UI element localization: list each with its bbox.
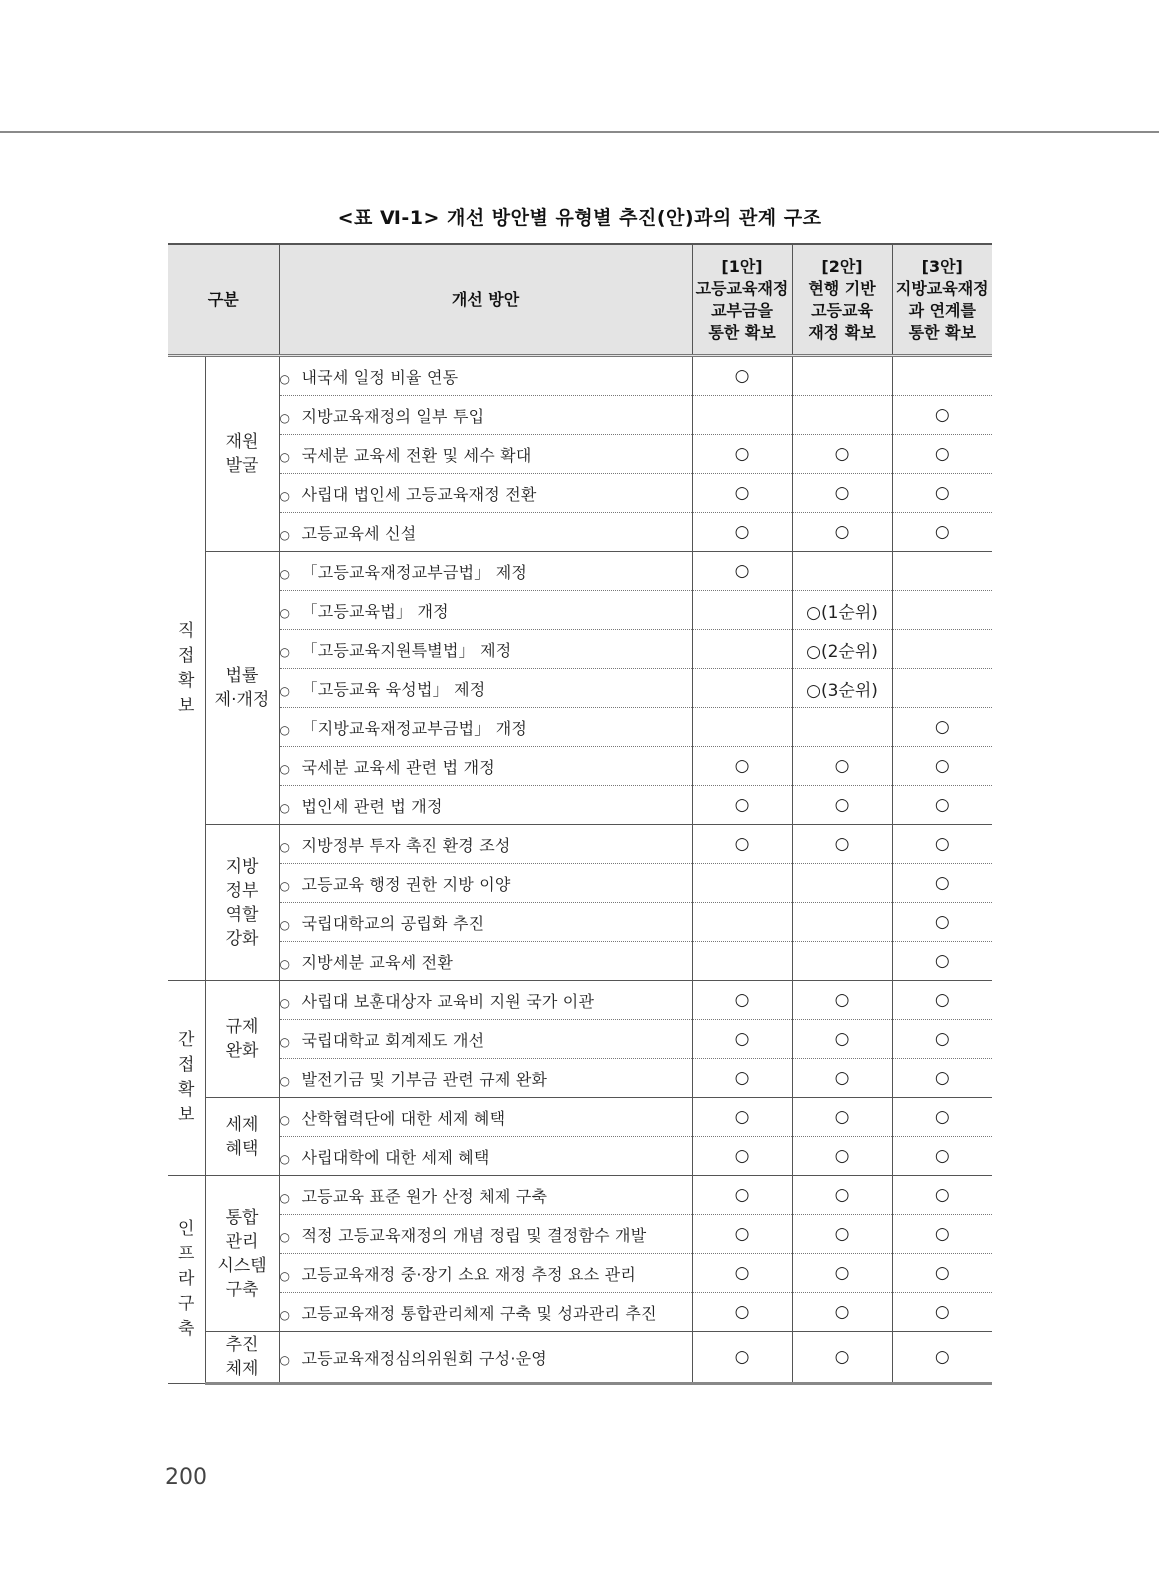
table-row [168, 1020, 992, 1059]
plan2-mark: ○(3순위) [792, 669, 892, 708]
measure-cell [279, 669, 692, 708]
plan2-mark: ○(1순위) [792, 591, 892, 630]
plan2-mark [792, 396, 892, 435]
header-row [168, 244, 992, 356]
plan2-mark: ○ [792, 1215, 892, 1254]
measure-text: 지방세분 교육세 전환 [301, 952, 453, 972]
bullet-icon: ○ [279, 800, 291, 815]
plan1-mark: ○ [692, 1020, 792, 1059]
measure-text: 지방정부 투자 촉진 환경 조성 [301, 835, 511, 855]
plan1-mark [692, 669, 792, 708]
measure-text: 내국세 일정 비율 연동 [301, 367, 459, 387]
page-number: 200 [165, 1465, 207, 1490]
table-row [168, 942, 992, 981]
plan3-mark: ○ [892, 513, 992, 552]
measure-cell [279, 552, 692, 591]
bullet-icon: ○ [279, 1229, 291, 1244]
plan1-mark: ○ [692, 1254, 792, 1293]
measure-text: 지방교육재정의 일부 투입 [301, 406, 485, 426]
measure-cell [279, 981, 692, 1020]
table-row [168, 474, 992, 513]
plan2-mark [792, 708, 892, 747]
group-label: 직 접 확 보 [168, 356, 205, 981]
plan3-mark: ○ [892, 1137, 992, 1176]
header-plan1: [1안] 고등교육재정 교부금을 통한 확보 [692, 244, 792, 356]
plan3-mark: ○ [892, 1020, 992, 1059]
table-row [168, 513, 992, 552]
table-row [168, 903, 992, 942]
measure-cell [279, 1332, 692, 1384]
plan1-mark [692, 708, 792, 747]
measure-cell [279, 1059, 692, 1098]
table-row [168, 1254, 992, 1293]
measure-cell [279, 1098, 692, 1137]
measure-cell [279, 1176, 692, 1215]
measure-cell [279, 942, 692, 981]
bullet-icon: ○ [279, 1034, 291, 1049]
plan3-mark [892, 591, 992, 630]
plan1-mark: ○ [692, 825, 792, 864]
measure-cell [279, 630, 692, 669]
plan3-mark: ○ [892, 981, 992, 1020]
plan2-mark: ○ [792, 786, 892, 825]
plan3-mark: ○ [892, 1215, 992, 1254]
measure-cell [279, 591, 692, 630]
table-body [168, 356, 992, 1384]
plan2-mark [792, 356, 892, 396]
plan1-mark [692, 864, 792, 903]
measure-cell [279, 435, 692, 474]
plan3-mark: ○ [892, 942, 992, 981]
plan1-mark: ○ [692, 1098, 792, 1137]
plan2-mark [792, 903, 892, 942]
measure-text: 국립대학교 회계제도 개선 [301, 1030, 485, 1050]
measure-text: 사립대 보훈대상자 교육비 지원 국가 이관 [301, 991, 595, 1011]
plan1-mark [692, 942, 792, 981]
measure-text: 발전기금 및 기부금 관련 규제 완화 [301, 1069, 548, 1089]
measure-text: 고등교육 표준 원가 산정 체제 구축 [301, 1186, 548, 1206]
plan2-mark: ○ [792, 1176, 892, 1215]
plan1-mark: ○ [692, 1176, 792, 1215]
measure-text: 산학협력단에 대한 세제 혜택 [301, 1108, 506, 1128]
plan3-mark: ○ [892, 825, 992, 864]
measure-text: 적정 고등교육재정의 개념 정립 및 결정함수 개발 [301, 1225, 647, 1245]
measure-text: 고등교육재정 통합관리체제 구축 및 성과관리 추진 [301, 1303, 657, 1323]
table-row [168, 747, 992, 786]
plan2-mark: ○ [792, 1059, 892, 1098]
plan1-mark: ○ [692, 474, 792, 513]
plan1-mark: ○ [692, 513, 792, 552]
bullet-icon: ○ [279, 995, 291, 1010]
table-row [168, 1176, 992, 1215]
plan3-mark: ○ [892, 1059, 992, 1098]
plan2-mark: ○(2순위) [792, 630, 892, 669]
bullet-icon: ○ [279, 1112, 291, 1127]
plan2-mark [792, 864, 892, 903]
subgroup-label: 추진 체제 [205, 1332, 279, 1384]
measure-text: 사립대 법인세 고등교육재정 전환 [301, 484, 537, 504]
table-row [168, 1059, 992, 1098]
subgroup-label: 재원 발굴 [205, 356, 279, 552]
bullet-icon: ○ [279, 917, 291, 932]
measure-cell [279, 1254, 692, 1293]
plan3-mark: ○ [892, 1293, 992, 1332]
bullet-icon: ○ [279, 1352, 291, 1367]
measure-cell [279, 903, 692, 942]
plan3-mark: ○ [892, 903, 992, 942]
plan1-mark [692, 630, 792, 669]
bullet-icon: ○ [279, 566, 291, 581]
plan1-mark: ○ [692, 356, 792, 396]
subgroup-label: 지방 정부 역할 강화 [205, 825, 279, 981]
bullet-icon: ○ [279, 878, 291, 893]
table-row [168, 396, 992, 435]
bullet-icon: ○ [279, 410, 291, 425]
bullet-icon: ○ [279, 1190, 291, 1205]
measure-cell [279, 1137, 692, 1176]
table-row [168, 1332, 992, 1384]
plan3-mark: ○ [892, 1176, 992, 1215]
measure-cell [279, 864, 692, 903]
plan1-mark [692, 903, 792, 942]
table-row [168, 708, 992, 747]
plan2-mark: ○ [792, 1332, 892, 1384]
bullet-icon: ○ [279, 488, 291, 503]
plan1-mark: ○ [692, 1215, 792, 1254]
measure-text: 「지방교육재정교부금법」 개정 [301, 718, 528, 738]
plan3-mark: ○ [892, 1254, 992, 1293]
plan3-mark: ○ [892, 747, 992, 786]
plan1-mark: ○ [692, 1293, 792, 1332]
plan2-mark: ○ [792, 1254, 892, 1293]
plan3-mark: ○ [892, 435, 992, 474]
measure-text: 고등교육재정 중·장기 소요 재정 추정 요소 관리 [301, 1264, 636, 1284]
table-row [168, 552, 992, 591]
plan1-mark: ○ [692, 1332, 792, 1384]
measure-cell [279, 747, 692, 786]
bullet-icon: ○ [279, 1073, 291, 1088]
measure-cell [279, 356, 692, 396]
plan2-mark: ○ [792, 825, 892, 864]
bullet-icon: ○ [279, 605, 291, 620]
table-row [168, 435, 992, 474]
plan2-mark: ○ [792, 513, 892, 552]
plan1-mark: ○ [692, 981, 792, 1020]
plan1-mark: ○ [692, 552, 792, 591]
plan3-mark: ○ [892, 396, 992, 435]
measure-text: 「고등교육 육성법」 제정 [301, 679, 486, 699]
plan1-mark: ○ [692, 747, 792, 786]
table-row [168, 864, 992, 903]
plan3-mark [892, 356, 992, 396]
measure-cell [279, 825, 692, 864]
plan3-mark: ○ [892, 708, 992, 747]
relationship-table [168, 243, 992, 1385]
plan2-mark: ○ [792, 435, 892, 474]
table-row [168, 1293, 992, 1332]
plan2-mark [792, 942, 892, 981]
top-rule [0, 131, 1159, 133]
measure-text: 「고등교육법」 개정 [301, 601, 449, 621]
table-row [168, 591, 992, 630]
measure-cell [279, 1020, 692, 1059]
header-category: 구분 [168, 244, 279, 356]
group-label: 인 프 라 구 축 [168, 1176, 205, 1384]
measure-cell [279, 1215, 692, 1254]
plan1-mark: ○ [692, 435, 792, 474]
plan1-mark: ○ [692, 1137, 792, 1176]
measure-cell [279, 786, 692, 825]
header-measure: 개선 방안 [279, 244, 692, 356]
table-row [168, 981, 992, 1020]
plan3-mark: ○ [892, 474, 992, 513]
bullet-icon: ○ [279, 449, 291, 464]
plan2-mark: ○ [792, 1137, 892, 1176]
header-plan2: [2안] 현행 기반 고등교육 재정 확보 [792, 244, 892, 356]
measure-cell [279, 474, 692, 513]
bullet-icon: ○ [279, 839, 291, 854]
plan2-mark: ○ [792, 1020, 892, 1059]
measure-text: 법인세 관련 법 개정 [301, 796, 443, 816]
measure-cell [279, 396, 692, 435]
plan2-mark: ○ [792, 747, 892, 786]
table-row [168, 786, 992, 825]
bullet-icon: ○ [279, 761, 291, 776]
bullet-icon: ○ [279, 644, 291, 659]
bullet-icon: ○ [279, 683, 291, 698]
measure-cell [279, 513, 692, 552]
subgroup-label: 규제 완화 [205, 981, 279, 1098]
plan3-mark: ○ [892, 786, 992, 825]
plan2-mark: ○ [792, 1098, 892, 1137]
measure-text: 「고등교육재정교부금법」 제정 [301, 562, 528, 582]
plan2-mark: ○ [792, 1293, 892, 1332]
measure-text: 고등교육 행정 권한 지방 이양 [301, 874, 511, 894]
measure-text: 국세분 교육세 전환 및 세수 확대 [301, 445, 532, 465]
plan3-mark: ○ [892, 1098, 992, 1137]
subgroup-label: 법률 제·개정 [205, 552, 279, 825]
bullet-icon: ○ [279, 1151, 291, 1166]
plan2-mark: ○ [792, 981, 892, 1020]
plan1-mark [692, 396, 792, 435]
table-row [168, 356, 992, 396]
plan1-mark: ○ [692, 786, 792, 825]
plan1-mark: ○ [692, 1059, 792, 1098]
subgroup-label: 통합 관리 시스템 구축 [205, 1176, 279, 1332]
bullet-icon: ○ [279, 722, 291, 737]
table-row [168, 825, 992, 864]
plan1-mark [692, 591, 792, 630]
measure-text: 고등교육세 신설 [301, 523, 417, 543]
measure-text: 국립대학교의 공립화 추진 [301, 913, 485, 933]
plan3-mark [892, 630, 992, 669]
table-row [168, 1215, 992, 1254]
measure-text: 고등교육재정심의위원회 구성·운영 [301, 1348, 547, 1368]
plan3-mark [892, 552, 992, 591]
bullet-icon: ○ [279, 1307, 291, 1322]
plan3-mark: ○ [892, 864, 992, 903]
measure-cell [279, 708, 692, 747]
plan3-mark: ○ [892, 1332, 992, 1384]
table-row [168, 669, 992, 708]
subgroup-label: 세제 혜택 [205, 1098, 279, 1176]
table-caption: <표 Ⅵ-1> 개선 방안별 유형별 추진(안)과의 관계 구조 [337, 207, 822, 229]
bullet-icon: ○ [279, 371, 291, 386]
measure-cell [279, 1293, 692, 1332]
plan2-mark [792, 552, 892, 591]
plan3-mark [892, 669, 992, 708]
measure-text: 「고등교육지원특별법」 제정 [301, 640, 512, 660]
bullet-icon: ○ [279, 1268, 291, 1283]
measure-text: 국세분 교육세 관련 법 개정 [301, 757, 495, 777]
table-row [168, 1098, 992, 1137]
group-label: 간 접 확 보 [168, 981, 205, 1176]
table-row [168, 630, 992, 669]
bullet-icon: ○ [279, 956, 291, 971]
plan2-mark: ○ [792, 474, 892, 513]
table-row [168, 1137, 992, 1176]
header-plan3: [3안] 지방교육재정 과 연계를 통한 확보 [892, 244, 992, 356]
measure-text: 사립대학에 대한 세제 혜택 [301, 1147, 490, 1167]
bullet-icon: ○ [279, 527, 291, 542]
